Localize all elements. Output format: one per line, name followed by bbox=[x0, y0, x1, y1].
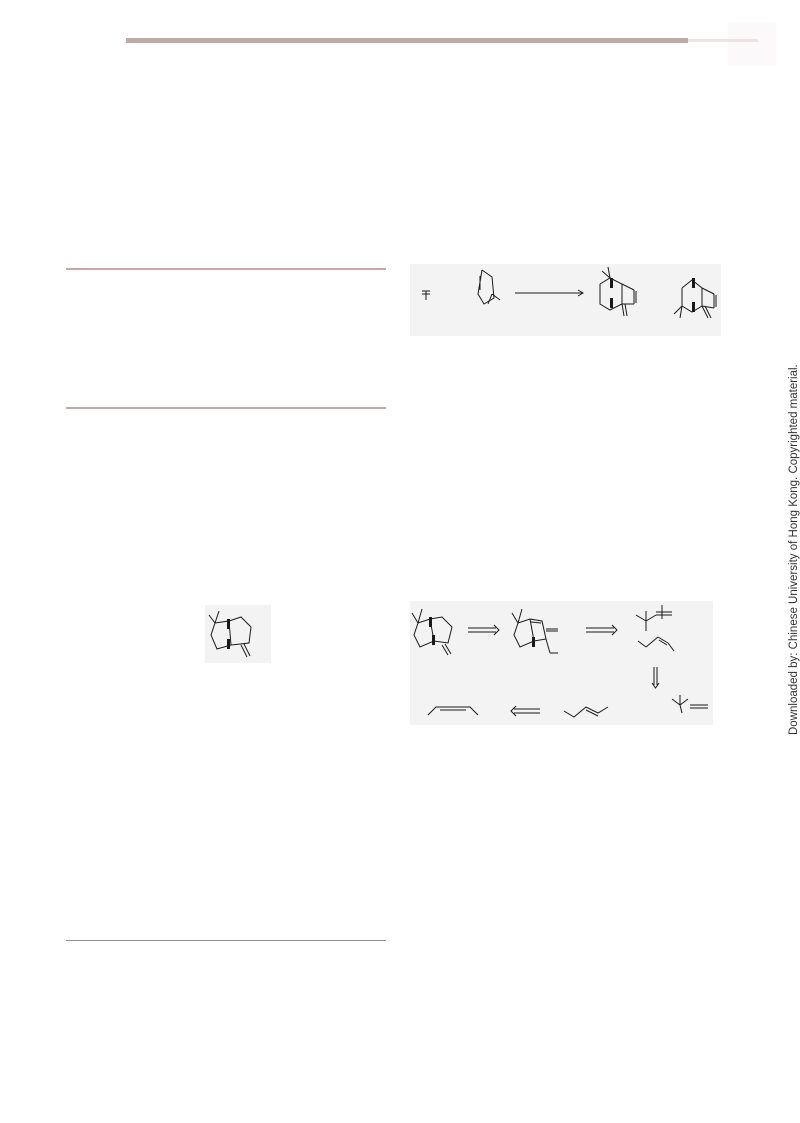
section-rule-top bbox=[66, 268, 386, 270]
bicyclic-structure-drawing bbox=[205, 605, 271, 663]
download-watermark: Downloaded by: Chinese University of Hong Kong. Copyrighted material. bbox=[788, 364, 800, 735]
reaction-scheme-drawing bbox=[410, 264, 721, 336]
section-rule-bottom bbox=[66, 940, 386, 941]
header-rule-tail bbox=[688, 39, 758, 42]
retrosynthesis-scheme-drawing bbox=[410, 601, 713, 725]
header-rule bbox=[126, 38, 688, 43]
section-rule-middle bbox=[66, 407, 386, 409]
reaction-scheme-panel bbox=[410, 264, 721, 336]
bicyclic-structure-panel bbox=[205, 605, 271, 663]
page-corner-tab bbox=[728, 22, 776, 66]
retrosynthesis-scheme-panel bbox=[410, 601, 713, 725]
